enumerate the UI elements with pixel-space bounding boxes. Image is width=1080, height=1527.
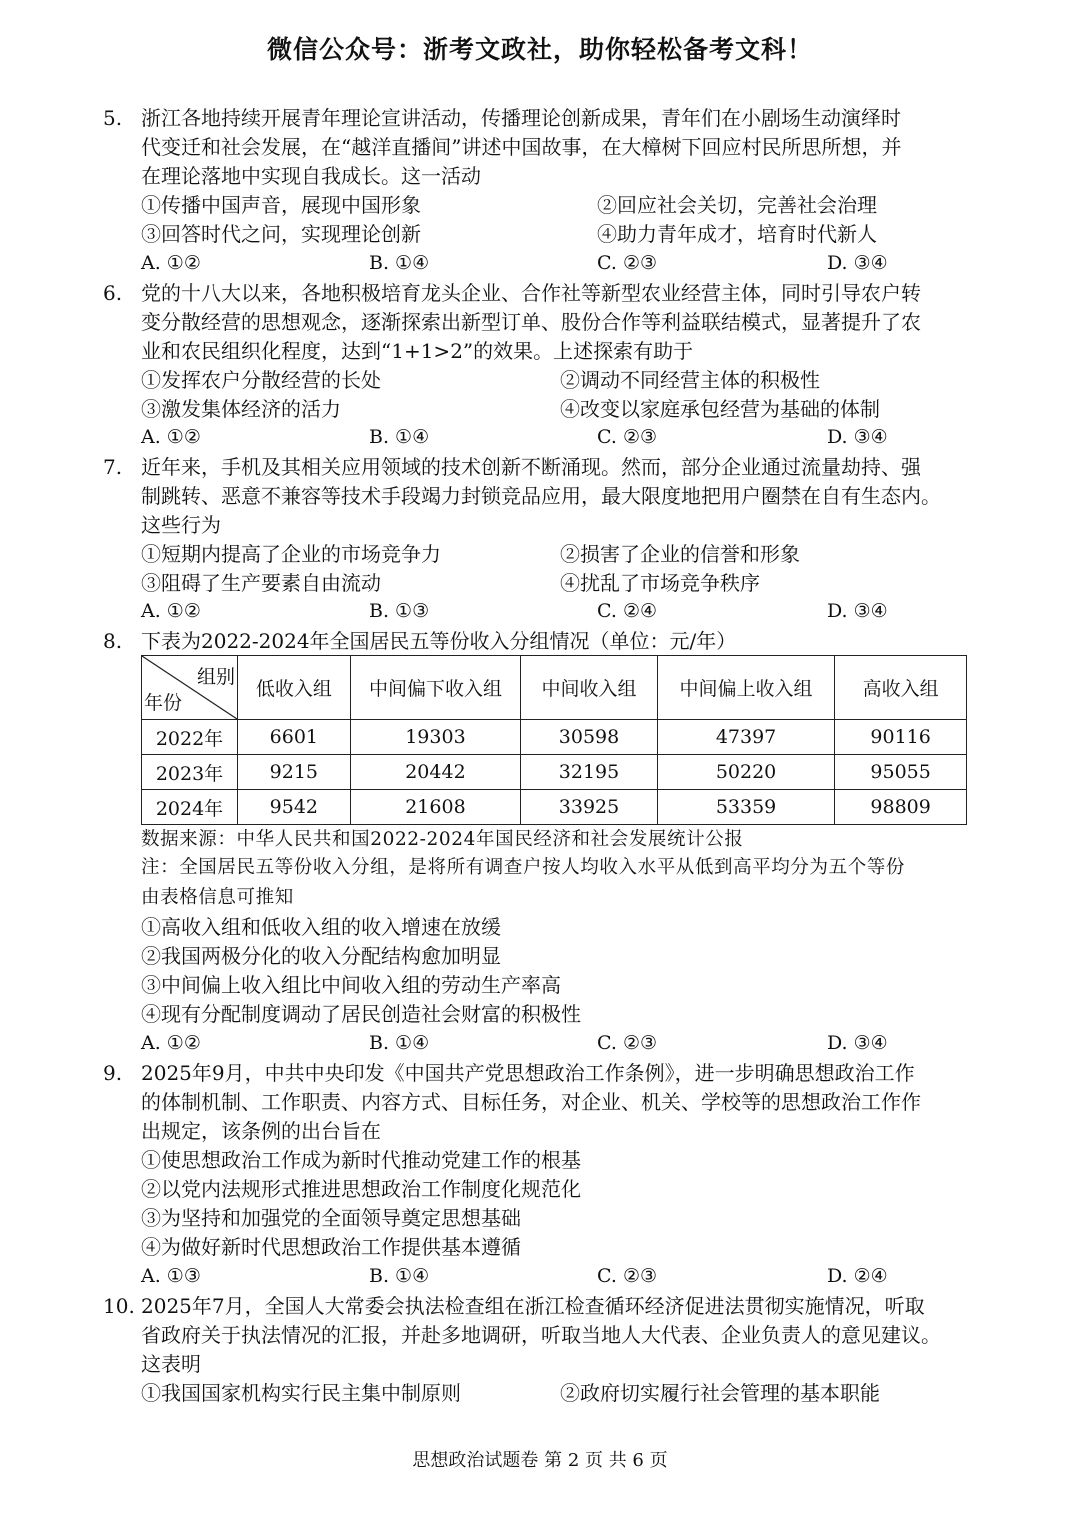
- question-number: 10.: [103, 1294, 135, 1318]
- statement-4: ④改变以家庭承包经营为基础的体制: [560, 397, 880, 421]
- table-cell: 30598: [521, 720, 658, 755]
- statement-4: ④助力青年成才，培育时代新人: [597, 222, 877, 246]
- question-text: 2025年9月，中共中央印发《中国共产党思想政治工作条例》，进一步明确思想政治工作: [141, 1061, 915, 1085]
- table-row: [142, 720, 967, 755]
- question-text: 下表为2022-2024年全国居民五等份收入分组情况（单位：元/年）: [141, 629, 737, 653]
- statement-2: ②以党内法规形式推进思想政治工作制度化规范化: [141, 1177, 581, 1201]
- question-text: 2025年7月，全国人大常委会执法检查组在浙江检查循环经济促进法贯彻实施情况，听取: [141, 1294, 925, 1318]
- page-footer: 思想政治试题卷 第 2 页 共 6 页: [412, 1450, 668, 1471]
- statement-4: ④现有分配制度调动了居民创造社会财富的积极性: [141, 1002, 581, 1026]
- statement-1: ①短期内提高了企业的市场竞争力: [141, 542, 441, 566]
- question-number: 8.: [103, 629, 123, 653]
- statement-1: ①高收入组和低收入组的收入增速在放缓: [141, 915, 501, 939]
- corner-top-label: 组别: [196, 666, 235, 688]
- income-table: [141, 655, 967, 825]
- column-header: 中间偏上收入组: [657, 656, 834, 720]
- question-text: 浙江各地持续开展青年理论宣讲活动，传播理论创新成果，青年们在小剧场生动演绎时: [141, 106, 901, 130]
- statement-3: ③为坚持和加强党的全面领导奠定思想基础: [141, 1206, 521, 1230]
- choice-b[interactable]: B. ①④: [369, 1265, 430, 1287]
- table-cell: 98809: [835, 790, 967, 825]
- choice-b[interactable]: B. ①④: [369, 252, 430, 274]
- statement-4: ④扰乱了市场竞争秩序: [560, 571, 760, 595]
- table-cell: 33925: [521, 790, 658, 825]
- question-text: 党的十八大以来，各地积极培育龙头企业、合作社等新型农业经营主体，同时引导农户转: [141, 281, 921, 305]
- choice-c[interactable]: C. ②③: [597, 426, 658, 448]
- question-text: 制跳转、恶意不兼容等技术手段竭力封锁竞品应用，最大限度地把用户圈禁在自有生态内。: [141, 484, 941, 508]
- question-number: 6.: [103, 281, 123, 305]
- table-cell: 19303: [350, 720, 520, 755]
- choice-a[interactable]: A. ①②: [141, 426, 201, 448]
- table-cell: 9215: [238, 755, 351, 790]
- choice-a[interactable]: A. ①②: [141, 1032, 201, 1054]
- column-header: 低收入组: [238, 656, 351, 720]
- statement-1: ①发挥农户分散经营的长处: [141, 368, 381, 392]
- statement-2: ②我国两极分化的收入分配结构愈加明显: [141, 944, 501, 968]
- choice-a[interactable]: A. ①②: [141, 252, 201, 274]
- choice-c[interactable]: C. ②③: [597, 1265, 658, 1287]
- choice-d[interactable]: D. ②④: [827, 1265, 888, 1287]
- choice-d[interactable]: D. ③④: [827, 252, 888, 274]
- data-source: 数据来源：中华人民共和国2022-2024年国民经济和社会发展统计公报: [141, 829, 744, 850]
- question-text: 在理论落地中实现自我成长。这一活动: [141, 164, 481, 188]
- question-number: 7.: [103, 455, 123, 479]
- row-year: 2024年: [142, 790, 238, 825]
- question-text: 代变迁和社会发展，在“越洋直播间”讲述中国故事，在大樟树下回应村民所思所想，并: [141, 135, 902, 159]
- column-header: 中间收入组: [521, 656, 658, 720]
- row-year: 2022年: [142, 720, 238, 755]
- corner-bottom-label: 年份: [144, 692, 183, 714]
- statement-2: ②政府切实履行社会管理的基本职能: [560, 1381, 880, 1405]
- table-row: [142, 755, 967, 790]
- question-number: 5.: [103, 106, 123, 130]
- table-cell: 50220: [657, 755, 834, 790]
- question-text: 的体制机制、工作职责、内容方式、目标任务，对企业、机关、学校等的思想政治工作作: [141, 1090, 921, 1114]
- statement-1: ①使思想政治工作成为新时代推动党建工作的根基: [141, 1148, 581, 1172]
- statement-2: ②调动不同经营主体的积极性: [560, 368, 820, 392]
- choice-d[interactable]: D. ③④: [827, 426, 888, 448]
- statement-3: ③阻碍了生产要素自由流动: [141, 571, 381, 595]
- choice-b[interactable]: B. ①③: [369, 600, 430, 622]
- choice-d[interactable]: D. ③④: [827, 600, 888, 622]
- question-text: 近年来，手机及其相关应用领域的技术创新不断涌现。然而，部分企业通过流量劫持、强: [141, 455, 921, 479]
- choice-a[interactable]: A. ①②: [141, 600, 201, 622]
- choice-b[interactable]: B. ①④: [369, 426, 430, 448]
- column-header: 高收入组: [835, 656, 967, 720]
- question-text: 省政府关于执法情况的汇报，并赴多地调研，听取当地人大代表、企业负责人的意见建议。: [141, 1323, 941, 1347]
- statement-2: ②损害了企业的信誉和形象: [560, 542, 800, 566]
- statement-1: ①我国国家机构实行民主集中制原则: [141, 1381, 461, 1405]
- question-text: 这表明: [141, 1352, 201, 1376]
- choice-d[interactable]: D. ③④: [827, 1032, 888, 1054]
- statement-2: ②回应社会关切，完善社会治理: [597, 193, 877, 217]
- table-cell: 20442: [350, 755, 520, 790]
- table-cell: 32195: [521, 755, 658, 790]
- statement-3: ③回答时代之问，实现理论创新: [141, 222, 421, 246]
- table-cell: 47397: [657, 720, 834, 755]
- table-cell: 6601: [238, 720, 351, 755]
- question-number: 9.: [103, 1061, 123, 1085]
- statement-4: ④为做好新时代思想政治工作提供基本遵循: [141, 1235, 521, 1259]
- choice-c[interactable]: C. ②③: [597, 1032, 658, 1054]
- question-text: 变分散经营的思想观念，逐渐探索出新型订单、股份合作等利益联结模式，显著提升了农: [141, 310, 921, 334]
- page-header: 微信公众号：浙考文政社，助你轻松备考文科！: [266, 35, 813, 64]
- corner-cell: [142, 656, 238, 720]
- question-text: 出规定，该条例的出台旨在: [141, 1119, 381, 1143]
- column-header: 中间偏下收入组: [350, 656, 520, 720]
- choice-a[interactable]: A. ①③: [141, 1265, 201, 1287]
- table-cell: 53359: [657, 790, 834, 825]
- statement-3: ③激发集体经济的活力: [141, 397, 341, 421]
- choice-c[interactable]: C. ②④: [597, 600, 658, 622]
- statement-1: ①传播中国声音，展现中国形象: [141, 193, 421, 217]
- table-cell: 95055: [835, 755, 967, 790]
- table-cell: 90116: [835, 720, 967, 755]
- choice-b[interactable]: B. ①④: [369, 1032, 430, 1054]
- table-note: 注：全国居民五等份收入分组，是将所有调查户按人均收入水平从低到高平均分为五个等份: [141, 857, 906, 878]
- table-cell: 9542: [238, 790, 351, 825]
- row-year: 2023年: [142, 755, 238, 790]
- question-text: 这些行为: [141, 513, 221, 537]
- table-row: [142, 790, 967, 825]
- statement-3: ③中间偏上收入组比中间收入组的劳动生产率高: [141, 973, 561, 997]
- question-prompt: 由表格信息可推知: [141, 887, 294, 908]
- question-text: 业和农民组织化程度，达到“1+1>2”的效果。上述探索有助于: [141, 339, 694, 363]
- choice-c[interactable]: C. ②③: [597, 252, 658, 274]
- table-cell: 21608: [350, 790, 520, 825]
